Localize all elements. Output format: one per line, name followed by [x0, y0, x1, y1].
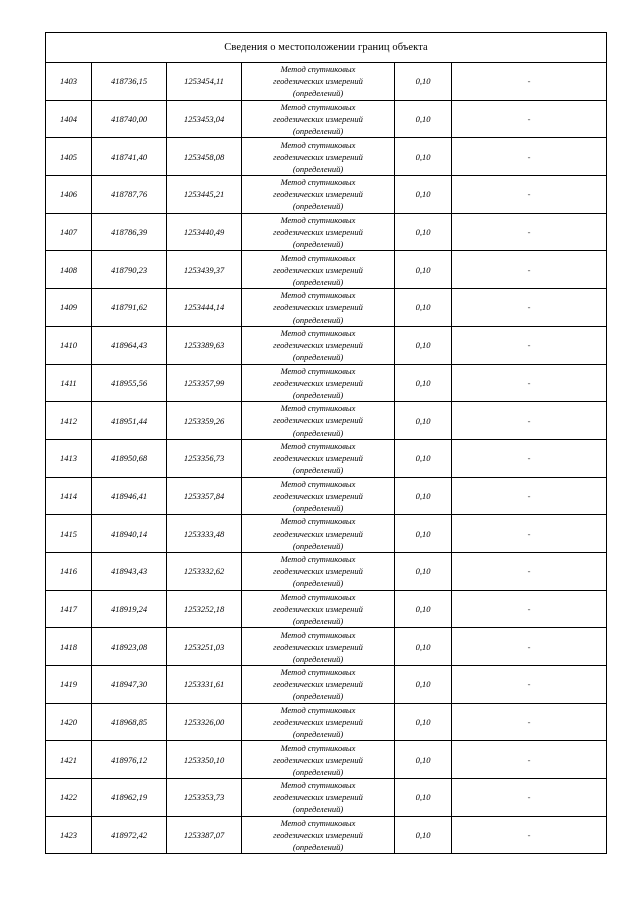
coordinate-y: 1253326,00	[167, 703, 242, 741]
method-line: Метод спутниковых	[280, 780, 356, 791]
determination-method	[242, 213, 395, 251]
coordinate-y: 1253353,73	[167, 779, 242, 817]
method-line: Метод спутниковых	[280, 365, 356, 376]
document-page	[45, 32, 606, 854]
method-line: геодезических измерений	[273, 189, 363, 200]
method-line: геодезических измерений	[273, 151, 363, 162]
method-line: (определений)	[292, 804, 344, 815]
determination-method	[242, 439, 395, 477]
point-number: 1406	[46, 176, 92, 214]
coordinate-y: 1253453,04	[167, 100, 242, 138]
table-row	[46, 326, 607, 364]
coordinate-x: 418955,56	[92, 364, 167, 402]
note-value: -	[452, 515, 607, 553]
method-line: (определений)	[292, 276, 344, 287]
table-row	[46, 402, 607, 440]
note-value: -	[452, 63, 607, 101]
coordinate-x: 418923,08	[92, 628, 167, 666]
point-number: 1411	[46, 364, 92, 402]
method-line: Метод спутниковых	[280, 817, 356, 828]
method-line: Метод спутниковых	[280, 214, 356, 225]
accuracy-value: 0,10	[395, 100, 452, 138]
coordinate-x: 418790,23	[92, 251, 167, 289]
coordinate-x: 418976,12	[92, 741, 167, 779]
coordinate-y: 1253458,08	[167, 138, 242, 176]
coordinate-y: 1253331,61	[167, 666, 242, 704]
determination-method	[242, 552, 395, 590]
coordinate-x: 418791,62	[92, 289, 167, 327]
method-line: геодезических измерений	[273, 113, 363, 124]
method-line: геодезических измерений	[273, 227, 363, 238]
accuracy-value: 0,10	[395, 402, 452, 440]
method-line: (определений)	[292, 578, 344, 589]
method-line: Метод спутниковых	[280, 101, 356, 112]
coordinate-y: 1253357,84	[167, 477, 242, 515]
coordinate-x: 418947,30	[92, 666, 167, 704]
method-line: Метод спутниковых	[280, 591, 356, 602]
table-row	[46, 703, 607, 741]
determination-method	[242, 100, 395, 138]
note-value: -	[452, 666, 607, 704]
coordinate-x: 418940,14	[92, 515, 167, 553]
coordinate-x: 418962,19	[92, 779, 167, 817]
accuracy-value: 0,10	[395, 779, 452, 817]
method-line: Метод спутниковых	[280, 64, 356, 75]
accuracy-value: 0,10	[395, 477, 452, 515]
point-number: 1412	[46, 402, 92, 440]
coordinate-x: 418736,15	[92, 63, 167, 101]
method-line: Метод спутниковых	[280, 667, 356, 678]
note-value: -	[452, 628, 607, 666]
table-row	[46, 590, 607, 628]
table-row	[46, 816, 607, 854]
table-row	[46, 477, 607, 515]
table-row	[46, 779, 607, 817]
method-line: (определений)	[292, 729, 344, 740]
determination-method	[242, 628, 395, 666]
accuracy-value: 0,10	[395, 741, 452, 779]
determination-method	[242, 138, 395, 176]
determination-method	[242, 590, 395, 628]
coordinate-y: 1253387,07	[167, 816, 242, 854]
method-line: геодезических измерений	[273, 830, 363, 841]
method-line: Метод спутниковых	[280, 704, 356, 715]
method-line: (определений)	[292, 502, 344, 513]
coordinate-x: 418919,24	[92, 590, 167, 628]
determination-method	[242, 326, 395, 364]
method-line: Метод спутниковых	[280, 177, 356, 188]
coordinate-x: 418968,85	[92, 703, 167, 741]
point-number: 1418	[46, 628, 92, 666]
table-row	[46, 100, 607, 138]
coordinate-x: 418786,39	[92, 213, 167, 251]
method-line: (определений)	[292, 239, 344, 250]
method-line: геодезических измерений	[273, 566, 363, 577]
method-line: Метод спутниковых	[280, 139, 356, 150]
accuracy-value: 0,10	[395, 816, 452, 854]
coordinate-y: 1253440,49	[167, 213, 242, 251]
note-value: -	[452, 213, 607, 251]
method-line: Метод спутниковых	[280, 554, 356, 565]
coordinate-y: 1253332,62	[167, 552, 242, 590]
coordinate-y: 1253389,63	[167, 326, 242, 364]
coordinate-x: 418964,43	[92, 326, 167, 364]
method-line: (определений)	[292, 88, 344, 99]
coordinate-y: 1253350,10	[167, 741, 242, 779]
method-line: (определений)	[292, 163, 344, 174]
coordinate-x: 418951,44	[92, 402, 167, 440]
accuracy-value: 0,10	[395, 326, 452, 364]
accuracy-value: 0,10	[395, 364, 452, 402]
method-line: (определений)	[292, 691, 344, 702]
determination-method	[242, 251, 395, 289]
point-number: 1413	[46, 439, 92, 477]
method-line: геодезических измерений	[273, 76, 363, 87]
determination-method	[242, 176, 395, 214]
note-value: -	[452, 703, 607, 741]
accuracy-value: 0,10	[395, 515, 452, 553]
method-line: геодезических измерений	[273, 340, 363, 351]
method-line: (определений)	[292, 389, 344, 400]
method-line: (определений)	[292, 314, 344, 325]
method-line: Метод спутниковых	[280, 403, 356, 414]
table-title: Сведения о местоположении границ объекта	[46, 33, 607, 63]
coordinate-y: 1253445,21	[167, 176, 242, 214]
method-line: геодезических измерений	[273, 302, 363, 313]
point-number: 1405	[46, 138, 92, 176]
method-line: Метод спутниковых	[280, 441, 356, 452]
coordinate-y: 1253333,48	[167, 515, 242, 553]
method-line: геодезических измерений	[273, 603, 363, 614]
accuracy-value: 0,10	[395, 251, 452, 289]
point-number: 1422	[46, 779, 92, 817]
table-row	[46, 666, 607, 704]
coordinate-x: 418950,68	[92, 439, 167, 477]
determination-method	[242, 515, 395, 553]
determination-method	[242, 816, 395, 854]
point-number: 1415	[46, 515, 92, 553]
note-value: -	[452, 251, 607, 289]
note-value: -	[452, 402, 607, 440]
coordinate-x: 418946,41	[92, 477, 167, 515]
determination-method	[242, 289, 395, 327]
accuracy-value: 0,10	[395, 552, 452, 590]
point-number: 1403	[46, 63, 92, 101]
table-row	[46, 289, 607, 327]
point-number: 1423	[46, 816, 92, 854]
coordinate-y: 1253444,14	[167, 289, 242, 327]
point-number: 1404	[46, 100, 92, 138]
point-number: 1416	[46, 552, 92, 590]
table-row	[46, 176, 607, 214]
coordinate-y: 1253252,18	[167, 590, 242, 628]
method-line: (определений)	[292, 616, 344, 627]
method-line: Метод спутниковых	[280, 629, 356, 640]
note-value: -	[452, 326, 607, 364]
accuracy-value: 0,10	[395, 138, 452, 176]
point-number: 1410	[46, 326, 92, 364]
accuracy-value: 0,10	[395, 439, 452, 477]
method-line: (определений)	[292, 126, 344, 137]
coordinate-y: 1253357,99	[167, 364, 242, 402]
determination-method	[242, 666, 395, 704]
note-value: -	[452, 439, 607, 477]
method-line: геодезических измерений	[273, 716, 363, 727]
note-value: -	[452, 779, 607, 817]
accuracy-value: 0,10	[395, 176, 452, 214]
method-line: геодезических измерений	[273, 490, 363, 501]
method-line: Метод спутниковых	[280, 252, 356, 263]
method-line: Метод спутниковых	[280, 328, 356, 339]
method-line: (определений)	[292, 201, 344, 212]
coordinate-x: 418741,40	[92, 138, 167, 176]
method-line: (определений)	[292, 465, 344, 476]
method-line: (определений)	[292, 766, 344, 777]
method-line: геодезических измерений	[273, 264, 363, 275]
determination-method	[242, 703, 395, 741]
method-line: (определений)	[292, 352, 344, 363]
coordinate-x: 418740,00	[92, 100, 167, 138]
method-line: геодезических измерений	[273, 415, 363, 426]
table-row	[46, 138, 607, 176]
method-line: (определений)	[292, 842, 344, 853]
method-line: геодезических измерений	[273, 679, 363, 690]
table-row	[46, 251, 607, 289]
method-line: геодезических измерений	[273, 528, 363, 539]
accuracy-value: 0,10	[395, 289, 452, 327]
table-body	[46, 33, 607, 854]
point-number: 1408	[46, 251, 92, 289]
table-row	[46, 515, 607, 553]
note-value: -	[452, 176, 607, 214]
determination-method	[242, 477, 395, 515]
method-line: геодезических измерений	[273, 377, 363, 388]
note-value: -	[452, 477, 607, 515]
determination-method	[242, 741, 395, 779]
determination-method	[242, 364, 395, 402]
boundary-points-table	[45, 32, 607, 854]
coordinate-y: 1253251,03	[167, 628, 242, 666]
method-line: геодезических измерений	[273, 792, 363, 803]
accuracy-value: 0,10	[395, 63, 452, 101]
method-line: Метод спутниковых	[280, 290, 356, 301]
note-value: -	[452, 138, 607, 176]
point-number: 1414	[46, 477, 92, 515]
point-number: 1407	[46, 213, 92, 251]
method-line: геодезических измерений	[273, 641, 363, 652]
method-line: Метод спутниковых	[280, 742, 356, 753]
coordinate-x: 418787,76	[92, 176, 167, 214]
method-line: (определений)	[292, 653, 344, 664]
determination-method	[242, 63, 395, 101]
table-header-row	[46, 33, 607, 63]
accuracy-value: 0,10	[395, 213, 452, 251]
point-number: 1421	[46, 741, 92, 779]
method-line: (определений)	[292, 540, 344, 551]
table-row	[46, 63, 607, 101]
accuracy-value: 0,10	[395, 590, 452, 628]
determination-method	[242, 402, 395, 440]
note-value: -	[452, 741, 607, 779]
coordinate-x: 418972,42	[92, 816, 167, 854]
coordinate-y: 1253356,73	[167, 439, 242, 477]
table-row	[46, 439, 607, 477]
method-line: геодезических измерений	[273, 453, 363, 464]
note-value: -	[452, 816, 607, 854]
coordinate-y: 1253454,11	[167, 63, 242, 101]
coordinate-y: 1253439,37	[167, 251, 242, 289]
point-number: 1419	[46, 666, 92, 704]
coordinate-x: 418943,43	[92, 552, 167, 590]
note-value: -	[452, 364, 607, 402]
determination-method	[242, 779, 395, 817]
point-number: 1417	[46, 590, 92, 628]
method-line: Метод спутниковых	[280, 516, 356, 527]
table-row	[46, 628, 607, 666]
point-number: 1420	[46, 703, 92, 741]
note-value: -	[452, 590, 607, 628]
table-row	[46, 741, 607, 779]
table-row	[46, 364, 607, 402]
accuracy-value: 0,10	[395, 628, 452, 666]
method-line: (определений)	[292, 427, 344, 438]
note-value: -	[452, 100, 607, 138]
method-line: геодезических измерений	[273, 754, 363, 765]
table-row	[46, 213, 607, 251]
note-value: -	[452, 552, 607, 590]
accuracy-value: 0,10	[395, 703, 452, 741]
note-value: -	[452, 289, 607, 327]
accuracy-value: 0,10	[395, 666, 452, 704]
coordinate-y: 1253359,26	[167, 402, 242, 440]
method-line: Метод спутниковых	[280, 478, 356, 489]
point-number: 1409	[46, 289, 92, 327]
table-row	[46, 552, 607, 590]
